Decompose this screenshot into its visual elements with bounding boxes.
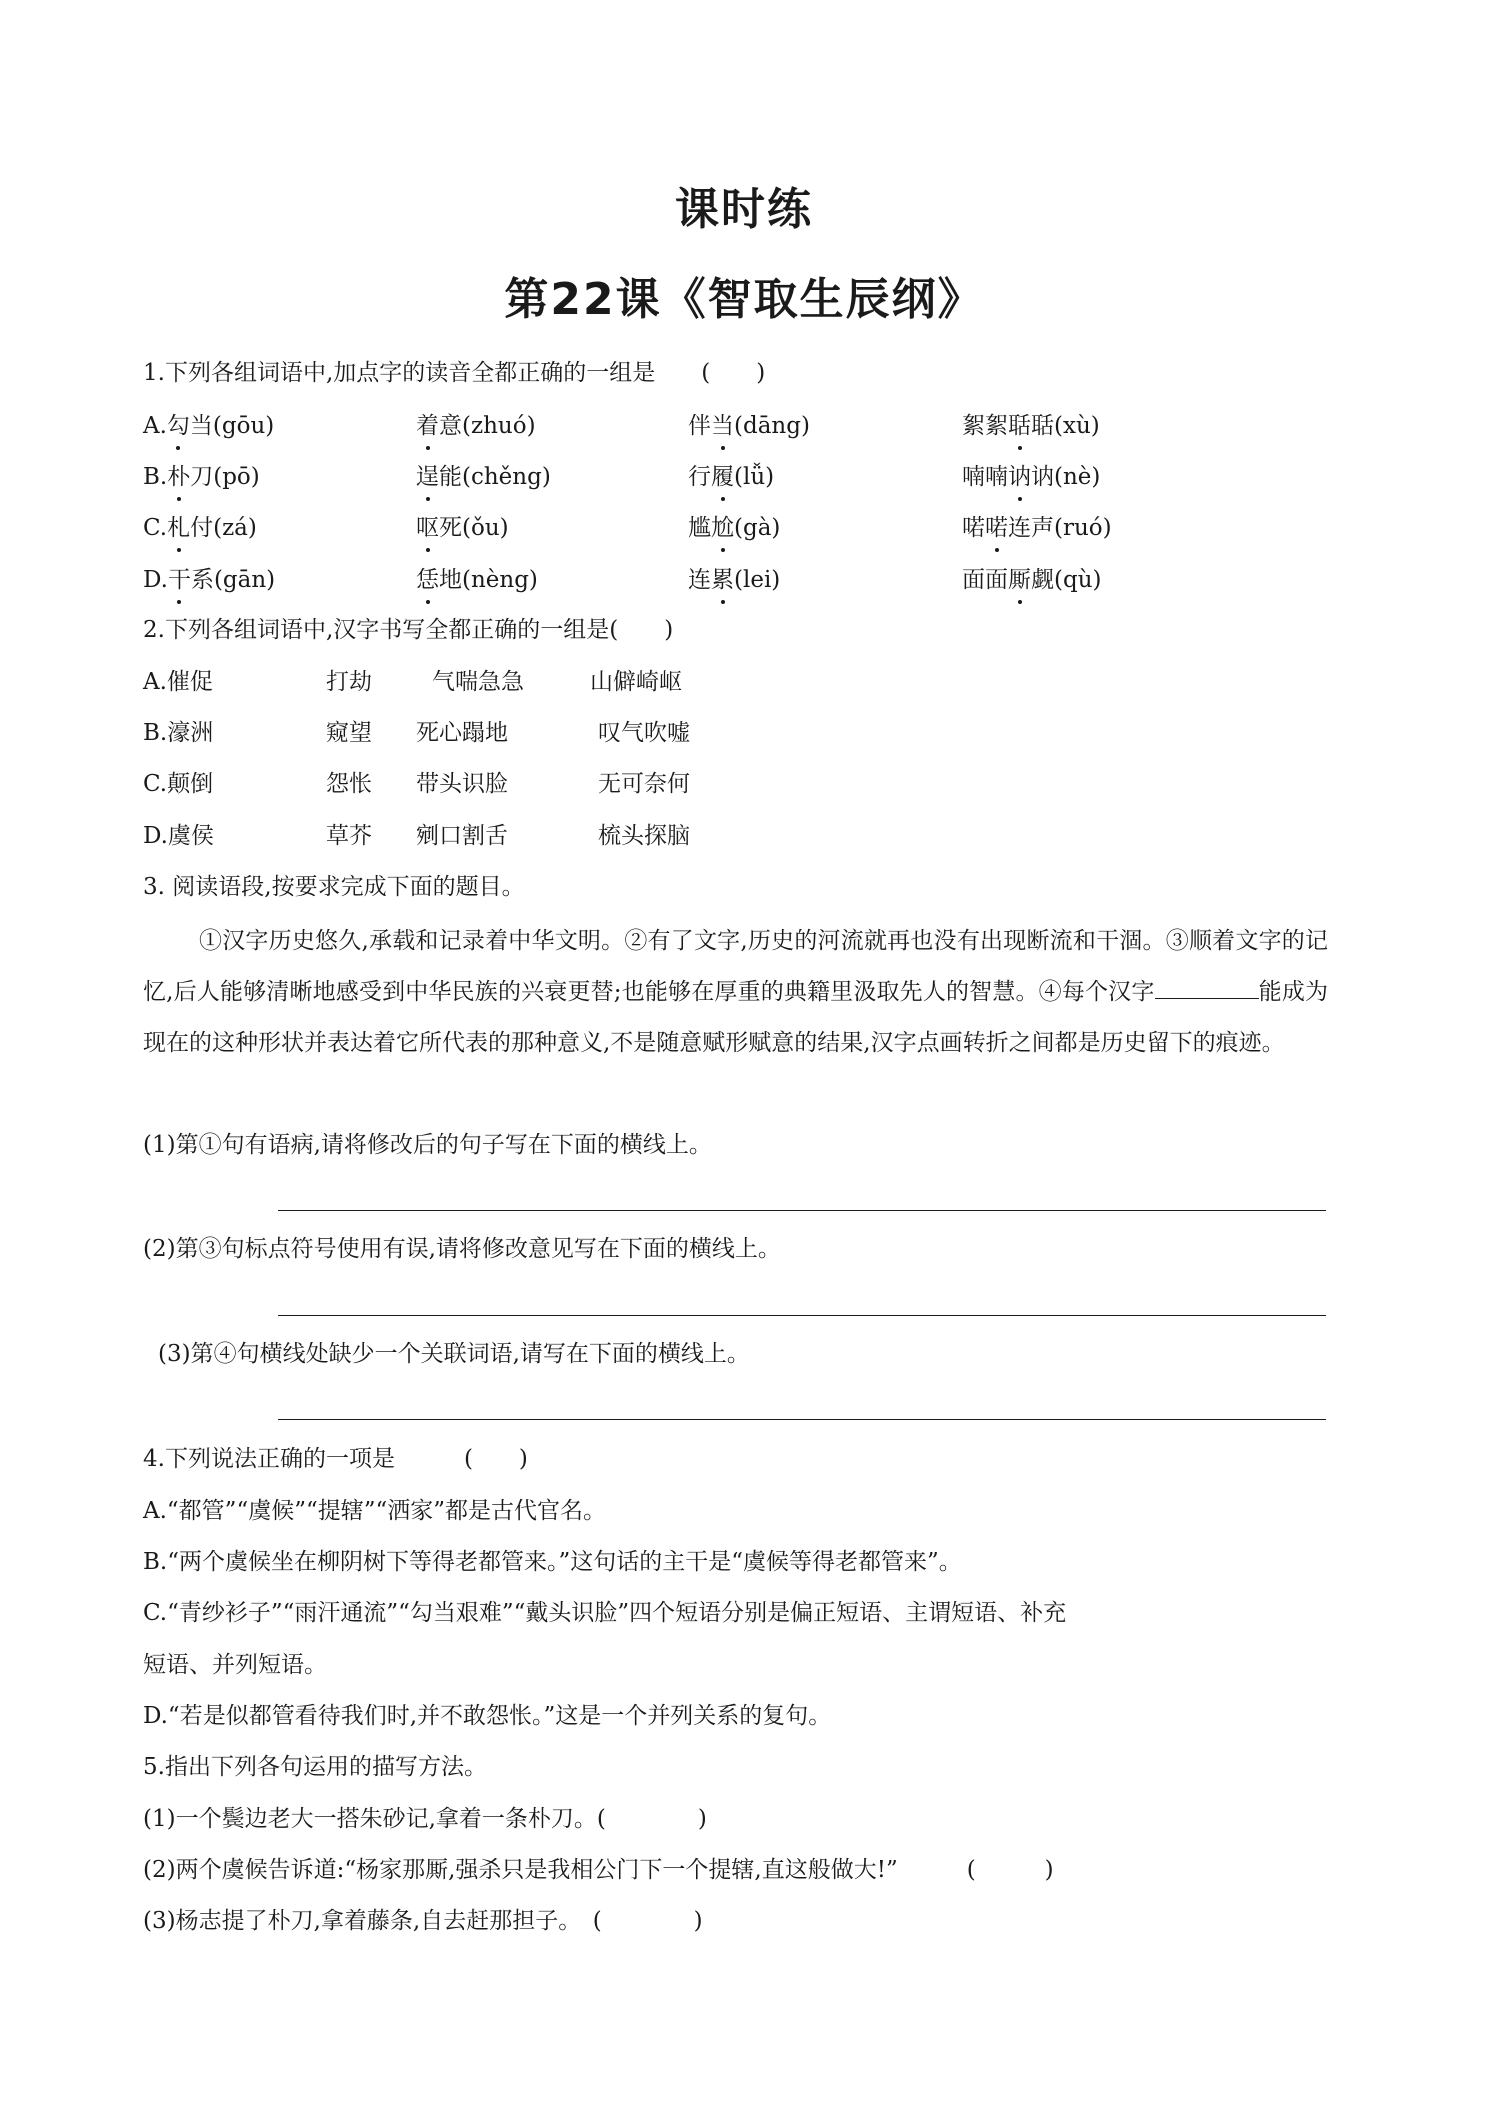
lesson-title: 第22课《智取生辰纲》 (504, 274, 984, 325)
q1-b-col4: 喃喃讷讷(nè) (962, 460, 1100, 494)
q1-b-col1: B.朴刀(pō) (143, 460, 260, 494)
q4-option-d: D.“若是似都管看待我们时,并不敢怨怅。”这是一个并列关系的复句。 (143, 1703, 832, 1729)
q1-c-col2: 呕死(ǒu) (416, 511, 509, 545)
q4-option-b: B.“两个虞候坐在柳阴树下等得老都管来。”这句话的主干是“虞候等得老都管来”。 (143, 1549, 962, 1575)
q3-sub1: (1)第①句有语病,请将修改后的句子写在下面的横线上。 (143, 1132, 712, 1158)
q1-d-col2: 恁地(nèng) (416, 563, 538, 597)
q1-d-col1: D.干系(gān) (143, 563, 275, 597)
q1-c-col1: C.札付(zá) (143, 511, 257, 545)
q2-b-col3: 死心蹋地 (416, 720, 508, 746)
q1-c-col4: 喏喏连声(ruó) (962, 511, 1112, 545)
q3-stem: 3. 阅读语段,按要求完成下面的题目。 (143, 874, 525, 900)
q4-stem: 4.下列说法正确的一项是 ( ) (143, 1446, 528, 1472)
q2-c-col2: 怨怅 (326, 771, 372, 797)
q2-a-col4: 山僻崎岖 (590, 669, 682, 695)
q3-passage-part2: 能成为现在的这种形状并表达着它所代表的那种意义,不是随意赋形赋意的结果,汉字点画转折之间都是历史留下的痕迹。 (143, 979, 1329, 1056)
q3-sub2-answer-line[interactable] (278, 1315, 1326, 1316)
q3-passage (143, 916, 1328, 1069)
q3-passage-part1: ①汉字历史悠久,承载和记录着中华文明。②有了文字,历史的河流就再也没有出现断流和干涸。③顺着文字的记忆,后人能够清晰地感受到中华民族的兴衰更替;也能够在厚重的典籍里汲取先人的智慧。④每个汉字 (143, 928, 1328, 1005)
q3-sub2: (2)第③句标点符号使用有误,请将修改意见写在下面的横线上。 (143, 1236, 781, 1262)
q4-option-a: A.“都管”“虞候”“提辖”“洒家”都是古代官名。 (143, 1498, 606, 1524)
q1-a-col2: 着意(zhuó) (416, 409, 536, 443)
q1-stem: 1.下列各组词语中,加点字的读音全都正确的一组是 ( ) (143, 360, 766, 386)
q2-a-col3: 气喘急急 (432, 669, 524, 695)
q3-sub1-answer-line[interactable] (278, 1210, 1326, 1211)
q1-a-col4: 絮絮聒聒(xù) (962, 409, 1100, 443)
q4-option-c-line1: C.“青纱衫子”“雨汗通流”“勾当艰难”“戴头识脸”四个短语分别是偏正短语、主谓短语、补充 (143, 1600, 1067, 1626)
q1-d-col4: 面面厮觑(qù) (962, 563, 1101, 597)
q5-sentence-3: (3)杨志提了朴刀,拿着藤条,自去赶那担子。 ( ) (143, 1908, 703, 1934)
q2-a-col1: A.催促 (143, 669, 213, 695)
q5-stem: 5.指出下列各句运用的描写方法。 (143, 1754, 487, 1780)
q2-b-col2: 窥望 (326, 720, 372, 746)
q2-c-col1: C.颠倒 (143, 771, 214, 797)
q3-passage-blank[interactable] (1155, 976, 1259, 999)
q2-b-col4: 叹气吹嘘 (598, 720, 690, 746)
q2-c-col3: 带头识脸 (416, 771, 508, 797)
page-title: 课时练 (675, 184, 813, 235)
q3-sub3: (3)第④句横线处缺少一个关联词语,请写在下面的横线上。 (158, 1341, 750, 1367)
q5-sentence-1: (1)一个鬓边老大一搭朱砂记,拿着一条朴刀。( ) (143, 1806, 707, 1832)
q2-a-col2: 打劫 (326, 669, 372, 695)
q1-b-col2: 逞能(chěng) (416, 460, 551, 494)
q5-sentence-2: (2)两个虞候告诉道:“杨家那厮,强杀只是我相公门下一个提辖,直这般做大!” ( ) (143, 1857, 1054, 1883)
q3-sub3-answer-line[interactable] (278, 1419, 1326, 1420)
q2-c-col4: 无可奈何 (598, 771, 690, 797)
q2-b-col1: B.濠洲 (143, 720, 214, 746)
q1-d-col3: 连累(lei) (688, 563, 780, 597)
q1-b-col3: 行履(lǚ) (688, 460, 774, 494)
q2-stem: 2.下列各组词语中,汉字书写全都正确的一组是( ) (143, 617, 674, 643)
q4-option-c-line2: 短语、并列短语。 (143, 1652, 327, 1678)
q2-d-col1: D.虞侯 (143, 823, 214, 849)
q1-a-col1: A.勾当(gōu) (143, 409, 274, 443)
q1-a-col3: 伴当(dāng) (688, 409, 810, 443)
q2-d-col4: 梳头探脑 (598, 823, 690, 849)
q2-d-col2: 草芥 (326, 823, 372, 849)
q1-c-col3: 尴尬(gà) (688, 511, 780, 545)
q2-d-col3: 剜口割舌 (416, 823, 508, 849)
